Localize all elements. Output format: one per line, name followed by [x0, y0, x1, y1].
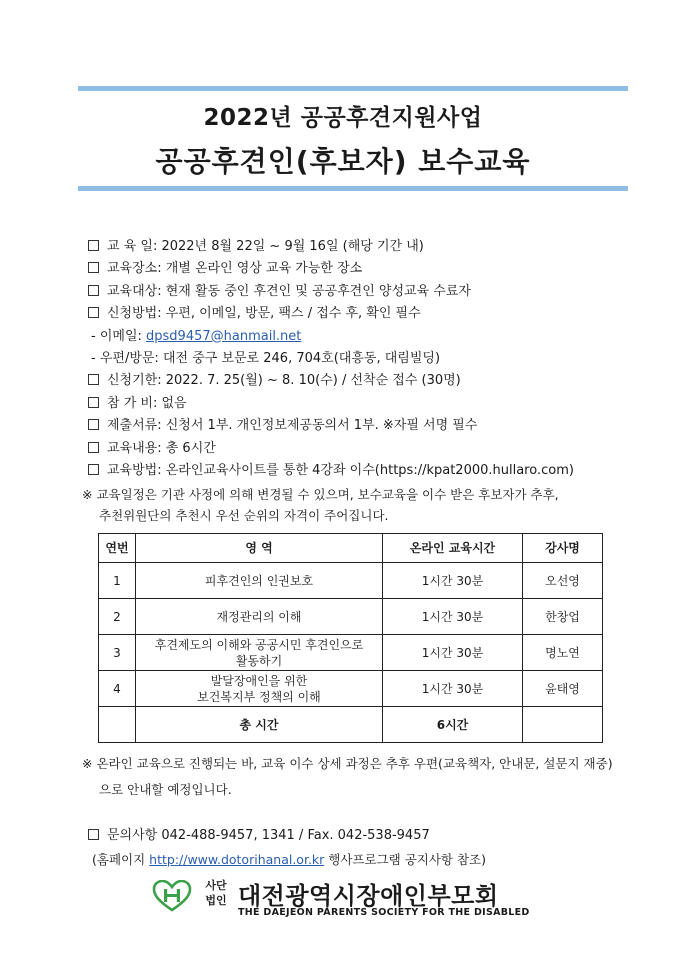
row-time: 1시간 30분 — [383, 671, 523, 707]
organization-footer — [152, 876, 552, 920]
row-lecturer: 오선영 — [523, 563, 603, 599]
checkbox-icon — [88, 442, 99, 453]
checkbox-icon — [88, 307, 99, 318]
title-line2: 공공후견인(후보자) 보수교육 — [155, 145, 531, 178]
curriculum-table — [98, 533, 603, 743]
table-row — [99, 635, 603, 671]
row-lecturer: 윤태영 — [523, 671, 603, 707]
row-time: 1시간 30분 — [383, 599, 523, 635]
info-education-method: 교육방법: 온라인교육사이트를 통한 4강좌 이수(https://kpat2000.hullaro.com) — [88, 460, 648, 482]
checkbox-icon — [88, 240, 99, 251]
checkbox-icon — [88, 374, 99, 385]
delivery-notice: ※ 온라인 교육으로 진행되는 바, 교육 이수 상세 과정은 추후 우편(교육책자, 안내문, 설문지 재중) 으로 안내할 예정입니다. — [82, 756, 613, 797]
checkbox-icon — [88, 397, 99, 408]
table-header-row — [99, 534, 603, 563]
info-fee: 참 가 비: 없음 — [88, 393, 648, 415]
table-row — [99, 563, 603, 599]
table-row — [99, 599, 603, 635]
row-time: 1시간 30분 — [383, 635, 523, 671]
info-method: 신청방법: 우편, 이메일, 방문, 팩스 / 접수 후, 확인 필수 — [88, 303, 648, 325]
checkbox-icon — [88, 464, 99, 475]
row-area: 피후견인의 인권보호 — [136, 563, 383, 599]
info-date: 교 육 일: 2022년 8월 22일 ~ 9월 16일 (해당 기간 내) — [88, 236, 648, 258]
checkbox-icon — [88, 829, 99, 840]
column-header: 연번 — [99, 534, 136, 563]
info-address: - 우편/방문: 대전 중구 보문로 246, 704호(대흥동, 대림빌딩) — [91, 350, 441, 366]
info-content: 교육내용: 총 6시간 — [88, 438, 648, 460]
column-header: 강사명 — [523, 534, 603, 563]
contact-info: 문의사항 042-488-9457, 1341 / Fax. 042-538-9457 — [88, 824, 648, 848]
email-link[interactable]: dpsd9457@hanmail.net — [146, 328, 302, 344]
row-lecturer: 한창업 — [523, 599, 603, 635]
info-documents: 제출서류: 신청서 1부. 개인정보제공동의서 1부. ※자필 서명 필수 — [88, 415, 648, 437]
column-header: 영 역 — [136, 534, 383, 563]
organization-name-en: THE DAEJEON PARENTS SOCIETY FOR THE DISABLED — [238, 907, 530, 918]
bottom-divider — [78, 186, 628, 191]
schedule-notice: ※ 교육일정은 기관 사정에 의해 변경될 수 있으며, 보수교육을 이수 받은 후보자가 추후, 추천위원단의 추천시 우선 순위의 자격이 주어집니다. — [82, 487, 559, 523]
total-time: 6시간 — [383, 707, 523, 743]
checkbox-icon — [88, 262, 99, 273]
row-area: 발달장애인을 위한 보건복지부 정책의 이해 — [136, 671, 383, 707]
row-number: 3 — [99, 635, 136, 671]
checkbox-icon — [88, 419, 99, 430]
info-list — [88, 236, 648, 482]
checkbox-icon — [88, 285, 99, 296]
info-email: - 이메일: dpsd9457@hanmail.net — [91, 328, 302, 344]
row-number: 2 — [99, 599, 136, 635]
organization-name: 대전광역시장애인부모회 — [238, 882, 499, 910]
info-place: 교육장소: 개별 온라인 영상 교육 가능한 장소 — [88, 258, 648, 280]
info-target: 교육대상: 현재 활동 중인 후견인 및 공공후견인 양성교육 수료자 — [88, 281, 648, 303]
total-label: 총 시간 — [136, 707, 383, 743]
heart-hands-logo-icon — [152, 880, 192, 912]
column-header: 온라인 교육시간 — [383, 534, 523, 563]
row-area: 후견제도의 이해와 공공시민 후견인으로 활동하기 — [136, 635, 383, 671]
homepage-info: (홈페이지 http://www.dotorihanal.or.kr 행사프로그램 공지사항 참조) — [92, 852, 486, 867]
info-deadline: 신청기한: 2022. 7. 25(월) ~ 8. 10(수) / 선착순 접수 (30명) — [88, 370, 648, 392]
row-area: 재정관리의 이해 — [136, 599, 383, 635]
top-divider — [78, 86, 628, 91]
organization-prefix: 사단 법인 — [205, 879, 227, 907]
row-lecturer: 명노연 — [523, 635, 603, 671]
table-total-row — [99, 707, 603, 743]
homepage-link[interactable]: http://www.dotorihanal.or.kr — [149, 852, 325, 867]
table-row — [99, 671, 603, 707]
row-number: 1 — [99, 563, 136, 599]
title-line1: 2022년 공공후견지원사업 — [203, 105, 483, 131]
row-number: 4 — [99, 671, 136, 707]
row-time: 1시간 30분 — [383, 563, 523, 599]
